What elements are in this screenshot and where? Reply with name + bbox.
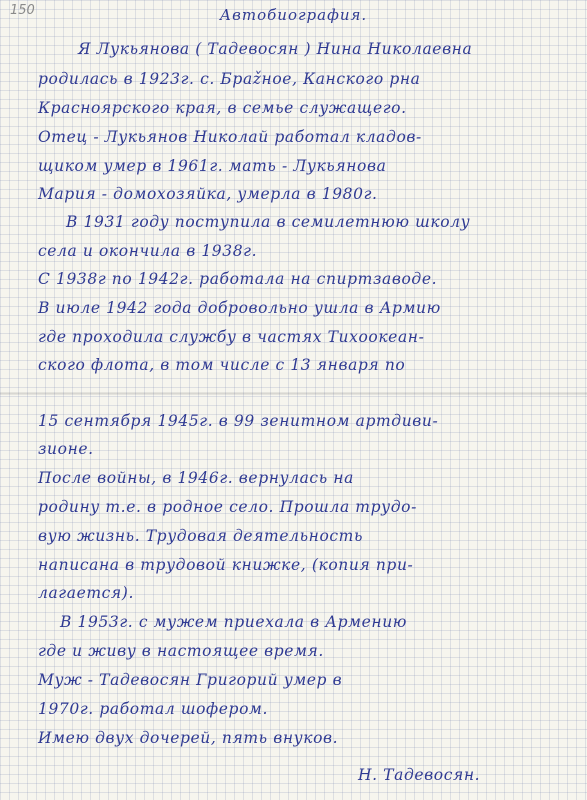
text-line: Красноярского края, в семье служащего. [38, 99, 407, 117]
text-line: Я Лукьянова ( Тадевосян ) Нина Николаевна [78, 40, 473, 58]
text-line: написана в трудовой книжке, (копия при- [38, 556, 414, 574]
text-line: села и окончила в 1938г. [38, 242, 258, 260]
signature: Н. Тадевосян. [358, 766, 481, 784]
text-line: вую жизнь. Трудовая деятельность [38, 527, 363, 545]
text-line: где и живу в настоящее время. [38, 642, 324, 660]
text-line: Муж - Тадевосян Григорий умер в [38, 671, 343, 689]
text-line: 15 сентября 1945г. в 99 зенитном артдиви- [38, 412, 439, 430]
text-line: Имею двух дочерей, пять внуков. [38, 729, 339, 747]
text-line: После войны, в 1946г. вернулась на [38, 469, 354, 487]
text-line: В июле 1942 года добровольно ушла в Армию [38, 299, 441, 317]
page-number: 150 [10, 3, 35, 18]
text-line: В 1953г. с мужем приехала в Армению [60, 613, 408, 631]
text-line: С 1938г по 1942г. работала на спиртзаводе. [38, 270, 438, 288]
text-line: щиком умер в 1961г. мать - Лукьянова [38, 157, 387, 175]
text-line: 1970г. работал шофером. [38, 700, 268, 718]
text-line: где проходила службу в частях Тихоокеан- [38, 328, 425, 346]
text-line: Отец - Лукьянов Николай работал кладов- [38, 128, 422, 146]
text-line: В 1931 году поступила в семилетнюю школу [66, 213, 471, 231]
text-line: зионе. [38, 440, 94, 458]
text-line: родину т.е. в родное село. Прошла трудо- [38, 498, 417, 516]
document-title: Автобиография. [219, 6, 368, 24]
text-line: Мария - домохозяйка, умерла в 1980г. [38, 185, 378, 203]
paper-fold [0, 392, 587, 395]
text-line: ского флота, в том числе с 13 января по [38, 356, 406, 374]
text-line: родилась в 1923г. с. Браžное, Канского рна [38, 70, 421, 88]
text-line: лагается). [38, 584, 134, 602]
